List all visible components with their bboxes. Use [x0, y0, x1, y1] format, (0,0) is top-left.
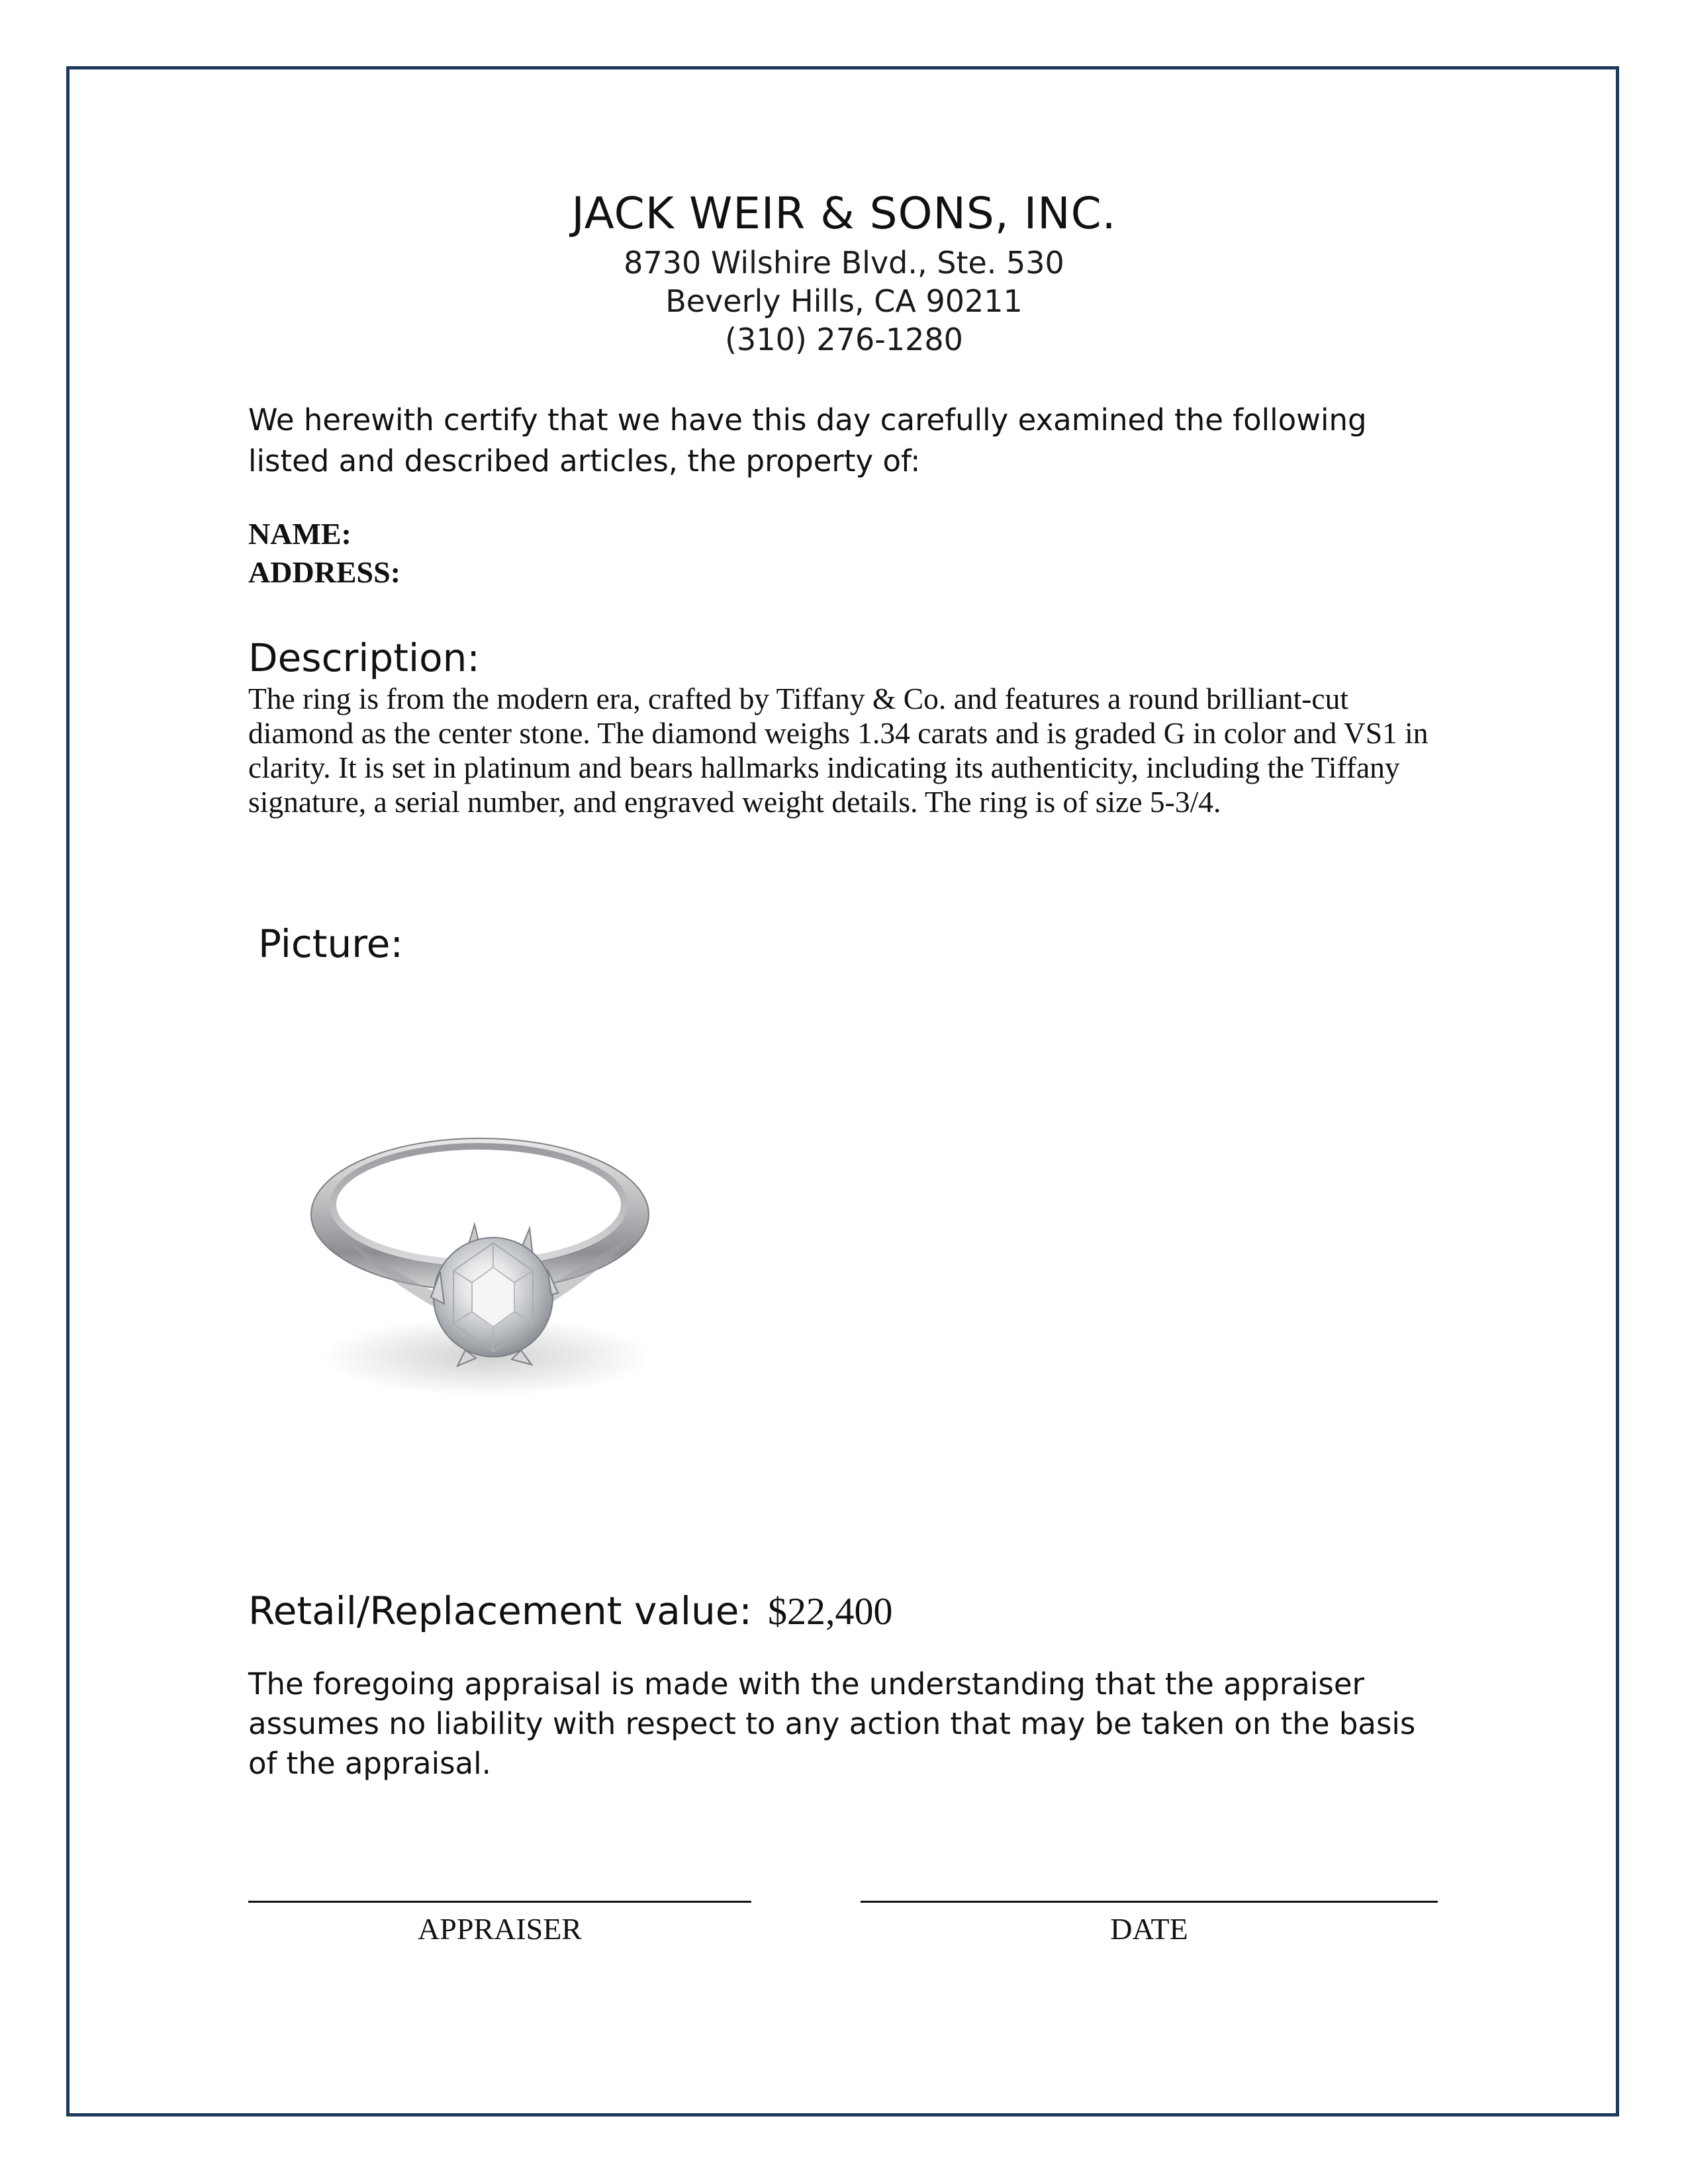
owner-address-label: ADDRESS:: [248, 555, 401, 589]
certification-statement: We herewith certify that we have this day carefully examined the following listed and described articles, the property of:: [248, 402, 1367, 478]
retail-value: [248, 1588, 1453, 1633]
company-address-line2: Beverly Hills, CA 90211: [665, 283, 1023, 319]
owner-name-label: NAME:: [248, 517, 352, 551]
picture-heading: Picture:: [258, 921, 404, 966]
page-border: [66, 66, 1619, 2116]
company-address-line1: 8730 Wilshire Blvd., Ste. 530: [624, 245, 1064, 281]
appraiser-label: APPRAISER: [418, 1912, 582, 1946]
ring-photo: [301, 1099, 672, 1416]
liability-disclaimer: The foregoing appraisal is made with the understanding that the appraiser assumes no liability with respect to any action that may be taken on the basis of the appraisal.: [248, 1666, 1416, 1781]
appraiser-signature-line: [248, 1901, 751, 1903]
retail-value-amount: $22,400: [767, 1590, 893, 1633]
description-heading: Description:: [248, 635, 480, 680]
retail-value-label: Retail/Replacement value:: [248, 1588, 752, 1633]
date-signature-line: [861, 1901, 1438, 1903]
date-label: DATE: [1110, 1912, 1188, 1946]
description-body: The ring is from the modern era, crafted by Tiffany & Co. and features a round brilliant-cut diamond as the center stone. The diamond weighs 1.34 carats and is graded G in color and VS1 in clarity. It is set in platinum and bears hallmarks indicating its authenticity, including the Tiffany signature, a serial number, and engraved weight details. The ring is of size 5-3/4.: [248, 682, 1429, 819]
company-phone: (310) 276-1280: [725, 322, 963, 357]
company-name: JACK WEIR & SONS, INC.: [571, 188, 1117, 239]
